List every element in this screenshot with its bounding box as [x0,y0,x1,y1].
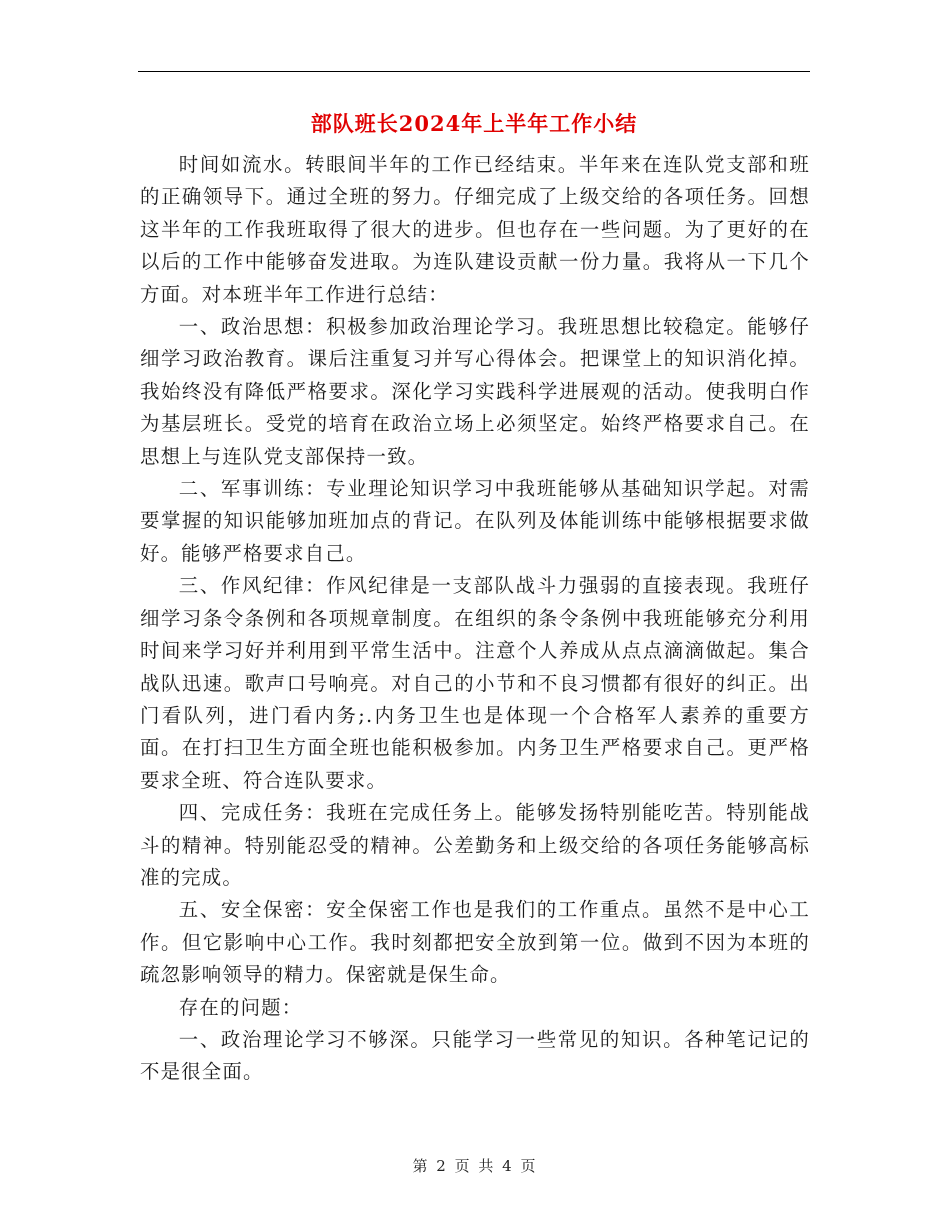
page-footer: 第 2 页 共 4 页 [412,1157,538,1175]
paragraph-problem-1: 一、政治理论学习不够深。只能学习一些常见的知识。各种笔记记的不是很全面。 [140,1027,810,1084]
header-rule [138,71,810,72]
document-title: 部队班长2024年上半年工作小结 [310,111,638,136]
paragraph-intro: 时间如流水。转眼间半年的工作已经结束。半年来在连队党支部和班的正确领导下。通过全班的努力。仔细完成了上级交给的各项任务。回想这半年的工作我班取得了很大的进步。但也存在一些问题。为了更好的在以后的工作中能够奋发进取。为连队建设贡献一份力量。我将从一下几个方面。对本班半年工作进行总结： [140,153,810,306]
paragraph-tasks: 四、完成任务：我班在完成任务上。能够发扬特别能吃苦。特别能战斗的精神。特别能忍受的精神。公差勤务和上级交给的各项任务能够高标准的完成。 [140,801,810,889]
paragraph-security: 五、安全保密：安全保密工作也是我们的工作重点。虽然不是中心工作。但它影响中心工作。我时刻都把安全放到第一位。做到不因为本班的疏忽影响领导的精力。保密就是保生命。 [140,898,810,987]
document-body [140,149,810,1089]
paragraph-military-training: 二、军事训练：专业理论知识学习中我班能够从基础知识学起。对需要掌握的知识能够加班加点的背记。在队列及体能训练中能够根据要求做好。能够严格要求自己。 [140,477,810,565]
paragraph-political: 一、政治思想：积极参加政治理论学习。我班思想比较稳定。能够仔细学习政治教育。课后注重复习并写心得体会。把课堂上的知识消化掉。我始终没有降低严格要求。深化学习实践科学进展观的活动。使我明白作为基层班长。受党的培育在政治立场上必须坚定。始终严格要求自己。在思想上与连队党支部保持一致。 [140,315,810,468]
paragraph-problems-heading: 存在的问题： [178,995,303,1019]
paragraph-discipline: 三、作风纪律：作风纪律是一支部队战斗力强弱的直接表现。我班仔细学习条令条例和各项规章制度。在组织的条令条例中我班能够充分利用时间来学习好并利用到平常生活中。注意个人养成从点点滴滴做起。集合战队迅速。歌声口号响亮。对自己的小节和不良习惯都有很好的纠正。出门看队列，进门看内务;.内务卫生也是体现一个合格军人素养的重要方面。在打扫卫生方面全班也能积极参加。内务卫生严格要求自己。更严格要求全班、符合连队要求。 [140,574,810,792]
